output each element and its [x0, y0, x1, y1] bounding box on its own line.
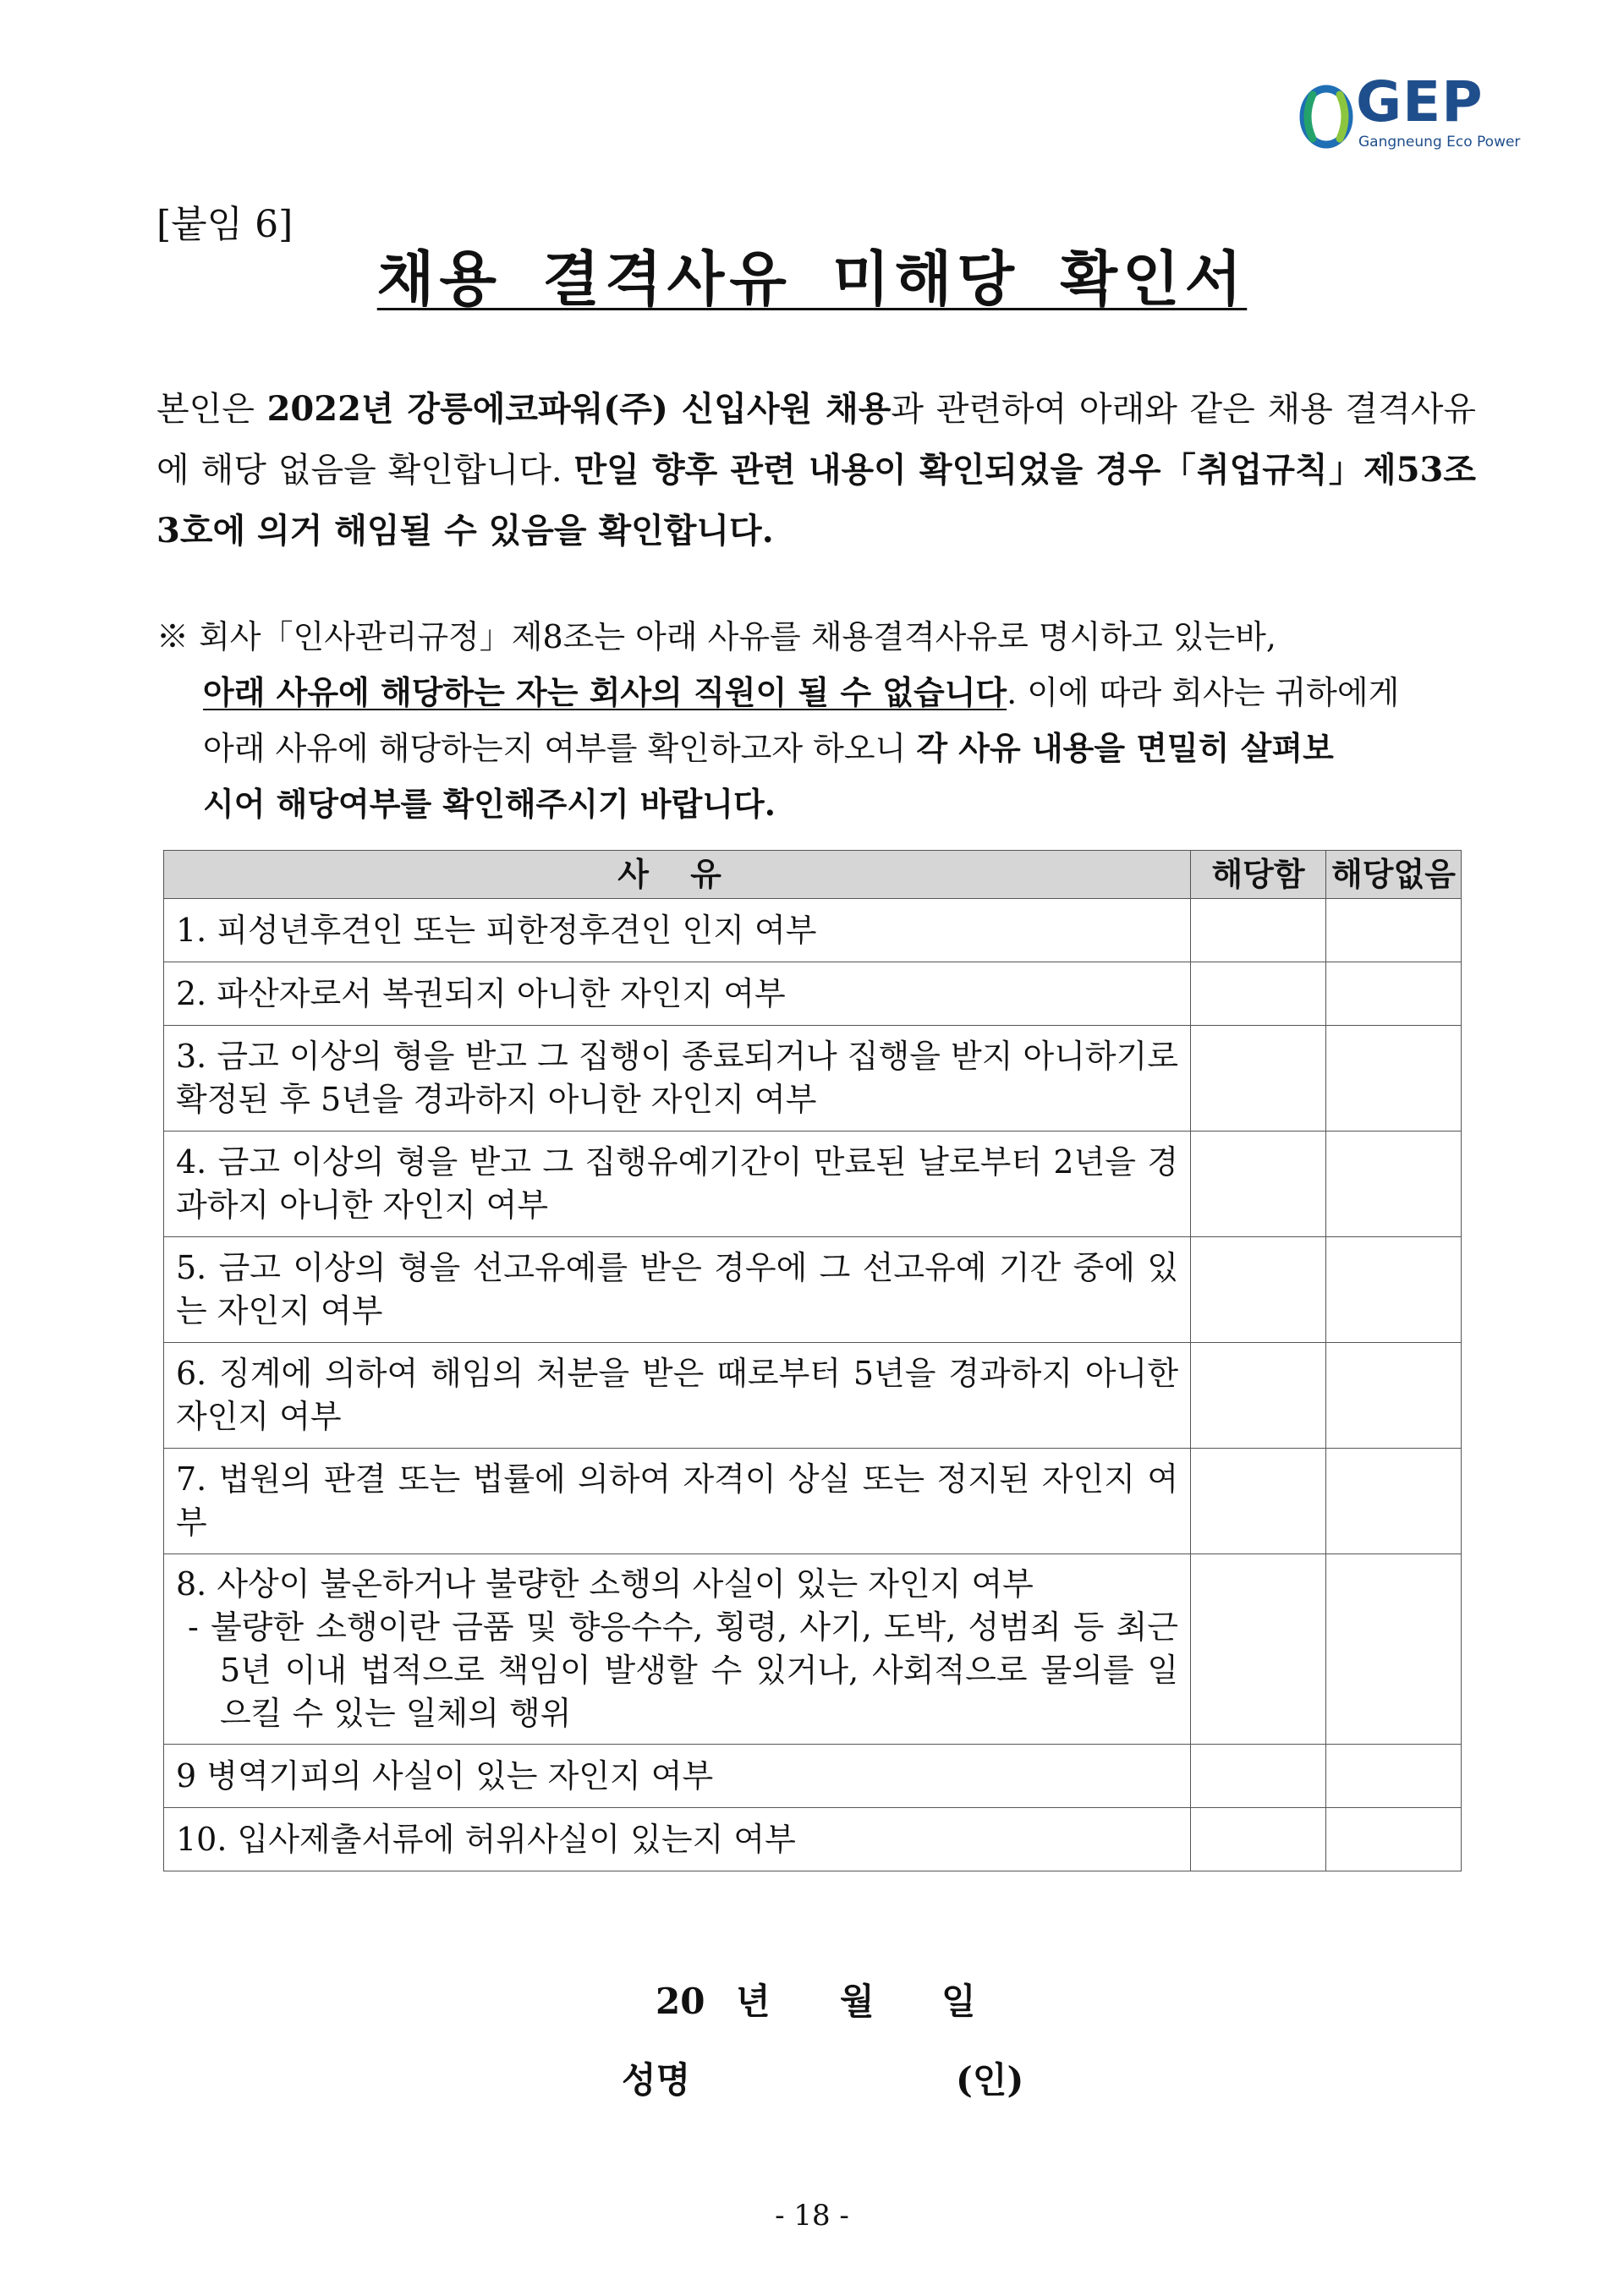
reason-cell-3: 3. 금고 이상의 형을 받고 그 집행이 종료되거나 집행을 받지 아니하기로 확정된 후 5년을 경과하지 아니한 자인지 여부 [164, 1026, 1191, 1132]
notice-line-3-bold: 각 사유 내용을 면밀히 살펴보 [916, 729, 1334, 767]
notice-line-3 [156, 721, 1476, 776]
reason-8-main: 8. 사상이 불온하거나 불량한 소행의 사실이 있는 자인지 여부 [176, 1565, 1034, 1603]
table-row [164, 1026, 1462, 1132]
date-day-label: 일 [941, 1981, 976, 2022]
applicable-checkbox-9[interactable] [1191, 1745, 1326, 1808]
notice-line-4: 시어 해당여부를 확인해주시기 바랍니다. [203, 785, 776, 823]
not-applicable-checkbox-5[interactable] [1326, 1237, 1462, 1343]
table-row [164, 1132, 1462, 1237]
reason-8-sub: - 불량한 소행이란 금품 및 향응수수, 횡령, 사기, 도박, 성범죄 등 최근 5년 이내 법적으로 책임이 발생할 수 있거나, 사회적으로 물의를 일으킬 수 있는 일체의 행위 [188, 1608, 1179, 1732]
applicable-checkbox-2[interactable] [1191, 962, 1326, 1026]
reason-cell-9: 9 병역기피의 사실이 있는 자인지 여부 [164, 1745, 1191, 1808]
table-row [164, 1745, 1462, 1808]
logo-wordmark: GEP [1356, 69, 1484, 134]
notice-line-1: ※ 회사「인사관리규정」제8조는 아래 사유를 채용결격사유로 명시하고 있는바, [156, 618, 1276, 655]
logo-subtitle: Gangneung Eco Power [1358, 134, 1521, 151]
notice-underlined: 아래 사유에 해당하는 자는 회사의 직원이 될 수 없습니다 [203, 673, 1007, 711]
not-applicable-checkbox-3[interactable] [1326, 1026, 1462, 1132]
applicable-checkbox-10[interactable] [1191, 1808, 1326, 1871]
notice-line-2-rest: . 이에 따라 회사는 귀하에게 [1007, 674, 1400, 711]
signature-label: 성명 [622, 2059, 691, 2101]
table-row [164, 1808, 1462, 1871]
intro-text-2: 2022년 강릉에코파워(주) 신입사원 채용 [266, 389, 892, 429]
header-not-applicable: 해당없음 [1326, 851, 1462, 899]
notice-line-3-normal: 아래 사유에 해당하는지 여부를 확인하고자 하오니 [203, 730, 917, 767]
date-year-label: 년 [736, 1981, 771, 2022]
intro-text-4: 만일 향후 관련 내용이 확인되었을 경우「취업규칙」제53조 3호에 의거 해임될 수 있음을 확인합니다. [156, 450, 1476, 551]
not-applicable-checkbox-9[interactable] [1326, 1745, 1462, 1808]
reason-cell-4: 4. 금고 이상의 형을 받고 그 집행유예기간이 만료된 날로부터 2년을 경과하지 아니한 자인지 여부 [164, 1132, 1191, 1237]
header-applicable: 해당함 [1191, 851, 1326, 899]
not-applicable-checkbox-6[interactable] [1326, 1343, 1462, 1449]
applicable-checkbox-3[interactable] [1191, 1026, 1326, 1132]
date-month-label: 월 [840, 1981, 875, 2022]
not-applicable-checkbox-4[interactable] [1326, 1132, 1462, 1237]
reason-cell-10: 10. 입사제출서류에 허위사실이 있는지 여부 [164, 1808, 1191, 1871]
header-reason: 사 유 [164, 851, 1191, 899]
reason-cell-7: 7. 법원의 판결 또는 법률에 의하여 자격이 상실 또는 정지된 자인지 여부 [164, 1449, 1191, 1554]
applicable-checkbox-1[interactable] [1191, 899, 1326, 962]
document-title [0, 244, 1624, 315]
reasons-table [163, 850, 1462, 1871]
table-row [164, 1554, 1462, 1745]
applicable-checkbox-5[interactable] [1191, 1237, 1326, 1343]
not-applicable-checkbox-7[interactable] [1326, 1449, 1462, 1554]
not-applicable-checkbox-1[interactable] [1326, 899, 1462, 962]
intro-paragraph [156, 379, 1476, 562]
intro-text-3: 과 관련하여 아래와 같은 채용 결격사유에 해당 없음을 확인합니다. [156, 390, 1476, 490]
table-row [164, 962, 1462, 1026]
document-title-text: 채용 결격사유 미해당 확인서 [376, 244, 1248, 314]
reason-cell-5: 5. 금고 이상의 형을 선고유예를 받은 경우에 그 선고유예 기간 중에 있는 자인지 여부 [164, 1237, 1191, 1343]
applicable-checkbox-6[interactable] [1191, 1343, 1326, 1449]
reason-cell-1: 1. 피성년후견인 또는 피한정후견인 인지 여부 [164, 899, 1191, 962]
applicable-checkbox-4[interactable] [1191, 1132, 1326, 1237]
table-header-row [164, 851, 1462, 899]
not-applicable-checkbox-2[interactable] [1326, 962, 1462, 1026]
table-row [164, 1449, 1462, 1554]
table-row [164, 1237, 1462, 1343]
intro-text-1: 본인은 [156, 390, 267, 429]
table-row [164, 899, 1462, 962]
not-applicable-checkbox-8[interactable] [1326, 1554, 1462, 1745]
page-number: - 18 - [775, 2199, 849, 2233]
date-year-prefix: 20 [656, 1981, 705, 2022]
reason-cell-6: 6. 징계에 의하여 해임의 처분을 받은 때로부터 5년을 경과하지 아니한 자인지 여부 [164, 1343, 1191, 1449]
table-row [164, 1343, 1462, 1449]
notice-block [156, 609, 1476, 832]
reason-cell-2: 2. 파산자로서 복권되지 아니한 자인지 여부 [164, 962, 1191, 1026]
applicable-checkbox-8[interactable] [1191, 1554, 1326, 1745]
notice-line-2 [156, 665, 1476, 721]
attachment-label: [붙임 6] [156, 203, 294, 246]
seal-label: (인) [956, 2059, 1024, 2101]
applicable-checkbox-7[interactable] [1191, 1449, 1326, 1554]
not-applicable-checkbox-10[interactable] [1326, 1808, 1462, 1871]
reason-cell-8 [164, 1554, 1191, 1745]
